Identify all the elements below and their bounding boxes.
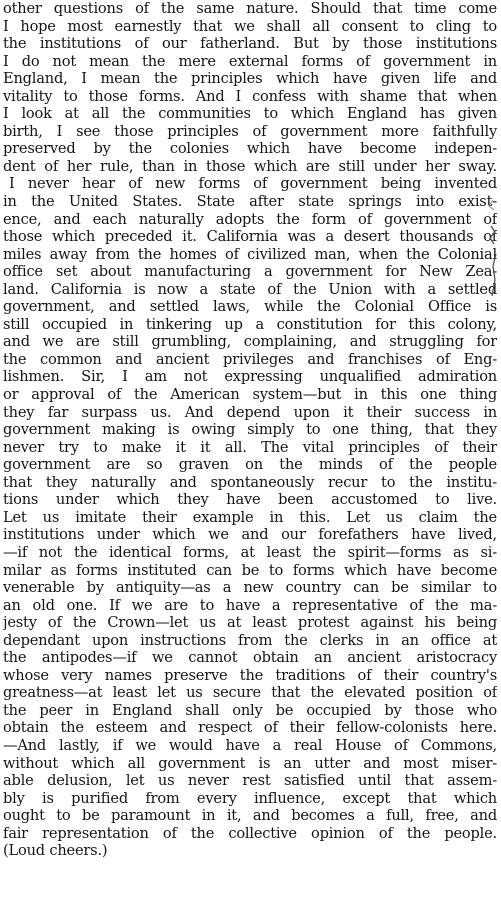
- closing-line: (Loud cheers.): [3, 842, 108, 860]
- text-line: dependant upon instructions from the clerks in an office at: [3, 631, 497, 649]
- text-line: or approval of the American system—but in this one thing: [3, 386, 497, 404]
- text-line: ought to be paramount in it, and becomes a full, free, and: [3, 807, 497, 825]
- paragraph-start-line: I never hear of new forms of government being invented: [9, 175, 497, 193]
- article-text-column: [3, 0, 497, 897]
- text-line: fair representation of the collective opinion of the people.: [3, 824, 497, 842]
- text-line: obtain the esteem and respect of their fellow-colonists here.: [3, 719, 497, 737]
- text-line: tions under which they have been accustomed to live.: [3, 491, 497, 509]
- text-line: jesty of the Crown—let us at least protest against his being: [3, 614, 497, 632]
- text-line: I look at all the communities to which England has given: [3, 105, 497, 123]
- text-line: and we are still grumbling, complaining, and struggling for: [3, 333, 497, 351]
- text-line: birth, I see those principles of government more faithfully: [3, 122, 497, 140]
- text-line: without which all government is an utter and most miser-: [3, 754, 497, 772]
- text-line: government making is owing simply to one thing, that they: [3, 421, 497, 439]
- text-line: venerable by antiquity—as a new country can be similar to: [3, 579, 497, 597]
- text-line: vitality to those forms. And I confess with shame that when: [3, 87, 497, 105]
- text-line: lishmen. Sir, I am not expressing unqualified admiration: [3, 368, 497, 386]
- text-line: the antipodes—if we cannot obtain an ancient aristocracy: [3, 649, 497, 667]
- text-line: Let us imitate their example in this. Let us claim the: [3, 508, 497, 526]
- text-line: I hope most earnestly that we shall all consent to cling to: [3, 17, 497, 35]
- text-line: greatness—at least let us secure that the elevated position of: [3, 684, 497, 702]
- text-line: able delusion, let us never rest satisfied until that assem-: [3, 772, 497, 790]
- text-line: government, and settled laws, while the Colonial Office is: [3, 298, 497, 316]
- text-line: those which preceded it. California was a desert thousands of: [3, 228, 497, 246]
- margin-ink-marks: [485, 196, 499, 306]
- text-line: the common and ancient privileges and franchises of Eng-: [3, 350, 497, 368]
- text-line: office set about manufacturing a government for New Zea-: [3, 263, 497, 281]
- text-line: ence, and each naturally adopts the form of government of: [3, 210, 497, 228]
- text-line: miles away from the homes of civilized man, when the Colonial: [3, 245, 497, 263]
- text-line: England, I mean the principles which have given life and: [3, 70, 497, 88]
- text-line: the peer in England shall only be occupied by those who: [3, 701, 497, 719]
- text-line: in the United States. State after state springs into exist-: [3, 193, 497, 211]
- text-line: dent of her rule, than in those which are still under her sway.: [3, 157, 497, 175]
- text-line: preserved by the colonies which have become indepen-: [3, 140, 497, 158]
- text-line: other questions of the same nature. Should that time come: [3, 0, 497, 17]
- text-line: still occupied in tinkering up a constitution for this colony,: [3, 315, 497, 333]
- text-line: government are so graven on the minds of the people: [3, 456, 497, 474]
- text-line: —And lastly, if we would have a real House of Commons,: [3, 736, 497, 754]
- text-line: the institutions of our fatherland. But by those institutions: [3, 35, 497, 53]
- text-line: —if not the identical forms, at least the spirit—forms as si-: [3, 543, 497, 561]
- text-line: that they naturally and spontaneously recur to the institu-: [3, 473, 497, 491]
- text-line: never try to make it it all. The vital principles of their: [3, 438, 497, 456]
- text-line: I do not mean the mere external forms of government in: [3, 52, 497, 70]
- text-line: an old one. If we are to have a representative of the ma-: [3, 596, 497, 614]
- text-line: land. California is now a state of the Union with a settled: [3, 280, 497, 298]
- text-line: whose very names preserve the traditions of their country's: [3, 666, 497, 684]
- text-line: bly is purified from every influence, except that which: [3, 789, 497, 807]
- text-line: milar as forms instituted can be to forms which have become: [3, 561, 497, 579]
- text-line: they far surpass us. And depend upon it their success in: [3, 403, 497, 421]
- text-line: institutions under which we and our forefathers have lived,: [3, 526, 497, 544]
